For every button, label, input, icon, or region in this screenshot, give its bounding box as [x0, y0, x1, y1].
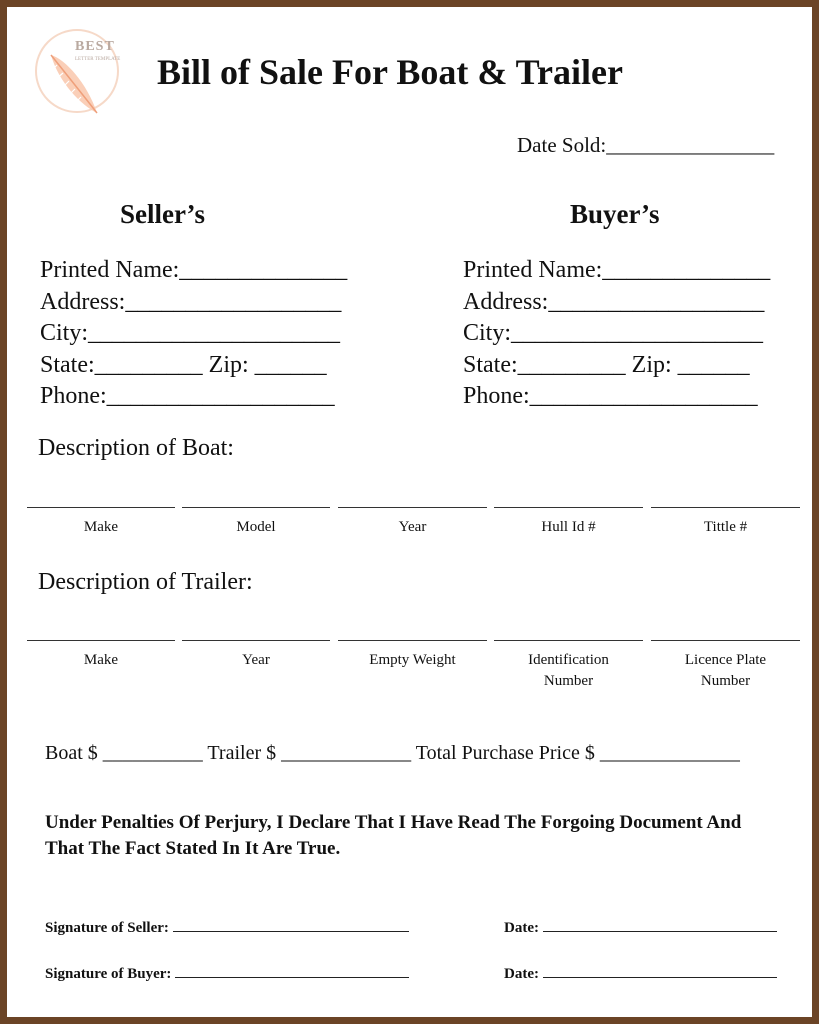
logo-tagline-text: LETTER TEMPLATE — [75, 57, 121, 62]
trailer-make-label: Make — [83, 652, 119, 668]
best-letter-template-logo — [35, 29, 135, 121]
trailer-year-line[interactable] — [182, 640, 330, 641]
boat-title-line[interactable] — [651, 507, 800, 508]
trailer-licence-plate-label: Licence Plate Number — [684, 652, 767, 689]
seller-signature-row — [45, 912, 409, 937]
seller-date-row — [504, 912, 777, 937]
boat-year-line[interactable] — [338, 507, 487, 508]
buyer-city-field[interactable]: City:_____________________ — [463, 320, 764, 346]
trailer-description-heading: Description of Trailer: — [38, 569, 253, 595]
perjury-statement: Under Penalties Of Perjury, I Declare That I Have Read The Forgoing Document And That The Fact Stated In It Are True. — [45, 812, 742, 859]
buyer-address-field[interactable]: Address:__________________ — [463, 288, 765, 315]
seller-address-field[interactable]: Address:__________________ — [40, 288, 342, 315]
buyer-printed-name-field[interactable]: Printed Name:______________ — [463, 257, 771, 283]
buyer-heading: Buyer’s — [570, 199, 660, 229]
date-sold-field[interactable]: Date Sold:________________ — [517, 133, 775, 157]
buyer-date-row — [504, 958, 777, 983]
seller-date-line[interactable] — [543, 912, 777, 932]
boat-title-label: Tittle # — [703, 519, 748, 535]
price-fields-line[interactable]: Boat $ __________ Trailer $ _____________ Total Purchase Price $ ______________ — [45, 742, 740, 764]
seller-signature-label: Signature of Seller: — [45, 920, 169, 936]
trailer-empty-weight-line[interactable] — [338, 640, 487, 641]
seller-printed-name-field[interactable]: Printed Name:______________ — [40, 257, 348, 283]
trailer-empty-weight-label: Empty Weight — [369, 652, 456, 668]
buyer-signature-row — [45, 958, 409, 983]
seller-city-field[interactable]: City:_____________________ — [40, 320, 341, 346]
boat-hull-id-line[interactable] — [494, 507, 643, 508]
buyer-date-label: Date: — [504, 966, 539, 982]
seller-signature-line[interactable] — [173, 912, 409, 932]
trailer-make-line[interactable] — [27, 640, 175, 641]
seller-date-label: Date: — [504, 920, 539, 936]
trailer-year-label: Year — [242, 652, 270, 668]
buyer-date-line[interactable] — [543, 958, 777, 978]
seller-fields — [40, 255, 347, 413]
buyer-signature-line[interactable] — [175, 958, 409, 978]
boat-model-line[interactable] — [182, 507, 330, 508]
trailer-licence-plate-line[interactable] — [651, 640, 800, 641]
boat-description-heading: Description of Boat: — [38, 435, 234, 461]
logo-brand-text: BEST — [75, 39, 115, 54]
boat-model-label: Model — [236, 519, 276, 535]
seller-phone-field[interactable]: Phone:___________________ — [40, 383, 335, 409]
boat-year-label: Year — [398, 519, 427, 535]
trailer-identification-number-label: Identification Number — [528, 652, 609, 689]
document-title: Bill of Sale For Boat & Trailer — [157, 52, 623, 92]
seller-heading: Seller’s — [120, 199, 205, 229]
buyer-fields — [463, 255, 770, 413]
buyer-phone-field[interactable]: Phone:___________________ — [463, 383, 758, 409]
trailer-identification-number-line[interactable] — [494, 640, 643, 641]
boat-make-line[interactable] — [27, 507, 175, 508]
buyer-signature-label: Signature of Buyer: — [45, 966, 172, 982]
seller-state-zip-field[interactable]: State:_________ Zip: ______ — [40, 351, 327, 378]
boat-hull-id-label: Hull Id # — [541, 519, 596, 535]
boat-make-label: Make — [83, 519, 119, 535]
buyer-state-zip-field[interactable]: State:_________ Zip: ______ — [463, 351, 750, 378]
